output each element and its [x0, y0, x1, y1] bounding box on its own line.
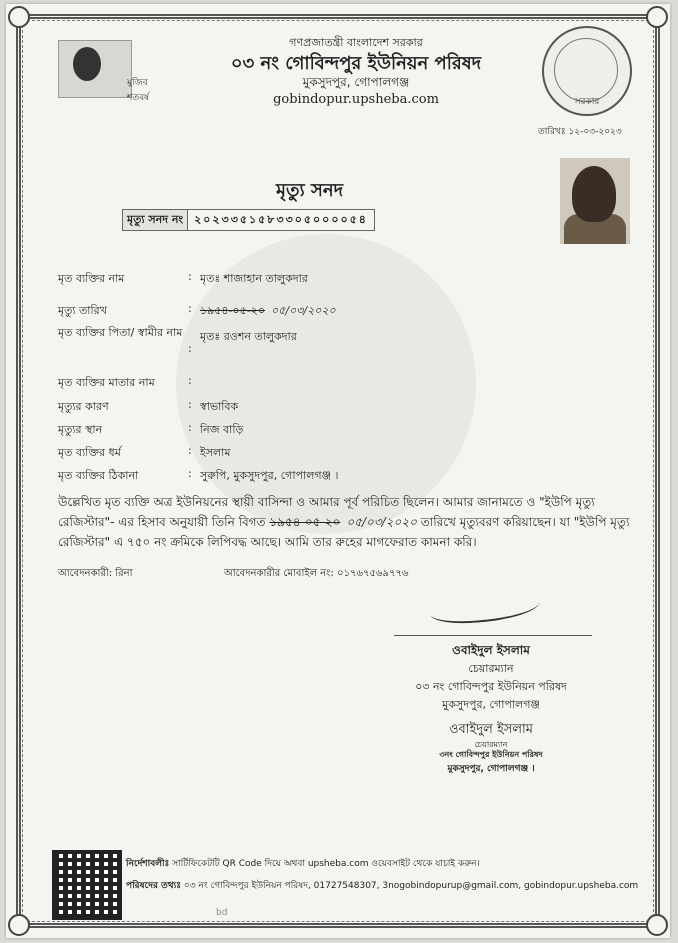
field-value: ইসলাম — [200, 446, 231, 459]
field-colon: : — [188, 421, 192, 434]
footer-contact-label: পরিষদের তথ্যঃ — [126, 881, 182, 891]
corner-ornament-icon — [646, 914, 668, 936]
struck-date: ১৯৫৪-০৫-২০ — [200, 304, 266, 317]
deceased-photo — [560, 158, 630, 244]
signatory-name: ওবাইদুল ইসলাম — [452, 643, 530, 657]
field-value: স্বাভাবিক — [200, 400, 239, 413]
council-location: মুকসুদপুর, গোপালগঞ্জ — [302, 75, 410, 89]
signature-line — [394, 635, 592, 636]
government-line: গণপ্রজাতন্ত্রী বাংলাদেশ সরকার — [289, 36, 423, 49]
handwritten-date: ০৫/০৩/২০২০ — [271, 304, 336, 317]
field-label: মৃত ব্যক্তির ঠিকানা — [58, 469, 139, 482]
field-colon: : — [188, 302, 192, 315]
council-name: ০৩ নং গোবিন্দপুর ইউনিয়ন পরিষদ — [230, 53, 482, 74]
field-label: মৃত্যুর কারণ — [58, 400, 109, 413]
field-label: মৃত ব্যক্তির ধর্ম — [58, 446, 121, 459]
mujib-portrait-logo — [58, 40, 150, 103]
portrait-caption: মুজিব শতবর্ষ — [127, 78, 150, 103]
bottom-mark: bd — [216, 908, 228, 918]
qr-code — [52, 850, 122, 920]
certificate-title: মৃত্যু সনদ — [276, 180, 344, 201]
footer-contact — [126, 878, 638, 893]
field-label: মৃত ব্যক্তির পিতা/ স্বামীর নাম — [58, 326, 183, 339]
signatory-designation: চেয়ারম্যান — [468, 662, 514, 675]
certificate-number-label: মৃত্যু সনদ নং — [123, 210, 188, 230]
field-colon: : — [188, 444, 192, 457]
stamp-designation: চেয়ারম্যান — [474, 740, 508, 749]
statement-text: তারিখে মৃত্যুবরণ করিয়াছেন। যা "ইউপি মৃত্যু রেজিস্টার" এ ৭৫০ নং ক্রমিকে লিপিবদ্ধ আছে। আমি তার রুহের মাগফেরাত কামনা করি। — [58, 515, 630, 549]
signatory-council: ০৩ নং গোবিন্দপুর ইউনিয়ন পরিষদ — [415, 680, 567, 693]
footer-instructions-label: নির্দেশাবলীঃ — [126, 859, 170, 869]
field-value: মৃতঃ শাজাহান তালুকদার — [200, 272, 308, 285]
certificate-page — [6, 4, 670, 938]
certificate-statement — [58, 492, 636, 552]
field-colon: : — [188, 270, 192, 283]
portrait-icon — [73, 47, 101, 81]
field-colon: : — [188, 398, 192, 411]
field-colon: : — [188, 342, 192, 355]
footer-instructions-text: সার্টিফিকেটটি QR Code দিয়ে অথবা upsheba.com ওয়েবসাইট থেকে যাচাই করুন। — [172, 859, 480, 869]
footer-contact-text: ০৩ নং গোবিন্দপুর ইউনিয়ন পরিষদ, 01727548307, 3nogobindopurup@gmail.com, gobindopur.upsheba.com — [183, 881, 639, 891]
struck-date: ১৯৫৪-০৫-২০ — [269, 515, 341, 529]
field-label: মৃত ব্যক্তির নাম — [58, 272, 125, 285]
seal-text: সরকার — [574, 97, 600, 107]
certificate-number-box — [122, 209, 375, 231]
field-value: মৃতঃ রওশন তালুকদার — [200, 330, 297, 343]
statement-text: উল্লেখিত মৃত ব্যক্তি অত্র ইউনিয়নের স্থায়ী বাসিন্দা ও আমার পূর্ব পরিচিত ছিলেন। আমার জানামতে ও "ইউপি মৃত্যু রেজিস্টার"- এর হিসাব অনুযায়ী তিনি বিগত — [58, 495, 595, 529]
applicant-name: আবেদনকারী: রিনা — [58, 568, 133, 579]
corner-ornament-icon — [8, 914, 30, 936]
field-colon: : — [188, 374, 192, 387]
council-website: gobindopur.upsheba.com — [273, 92, 439, 107]
field-label: মৃত্যু তারিখ — [58, 304, 107, 317]
footer-instructions — [126, 856, 480, 871]
field-value: সুরুপি, মুকসুদপুর, গোপালগঞ্জ । — [200, 469, 339, 482]
field-label: মৃত্যুর স্থান — [58, 423, 103, 436]
field-value: নিজ বাড়ি — [200, 423, 244, 436]
field-label: মৃত ব্যক্তির মাতার নাম — [58, 376, 155, 389]
certificate-number: ২০২৩৩৫১৫৮৩৩০৫০০০০৫৪ — [194, 212, 368, 226]
bangladesh-map-icon — [554, 38, 618, 102]
applicant-mobile: আবেদনকারীর মোবাইল নং: ০১৭৬৭৫৬৯৭৭৬ — [224, 568, 409, 579]
corner-ornament-icon — [646, 6, 668, 28]
stamp-name: ওবাইদুল ইসলাম — [448, 722, 533, 737]
stamp-council: ৩নং গোবিন্দপুর ইউনিয়ন পরিষদ — [439, 750, 543, 759]
handwritten-date: ০৫/০৩/২০২০ — [346, 515, 417, 529]
signatory-location: মুকসুদপুর, গোপালগঞ্জ — [442, 698, 540, 711]
corner-ornament-icon — [8, 6, 30, 28]
stamp-location: মুকসুদপুর, গোপালগঞ্জ । — [447, 764, 535, 774]
field-value — [200, 302, 560, 321]
field-colon: : — [188, 467, 192, 480]
issue-date: তারিখঃ ১২-০৩-২০২৩ — [538, 127, 622, 137]
